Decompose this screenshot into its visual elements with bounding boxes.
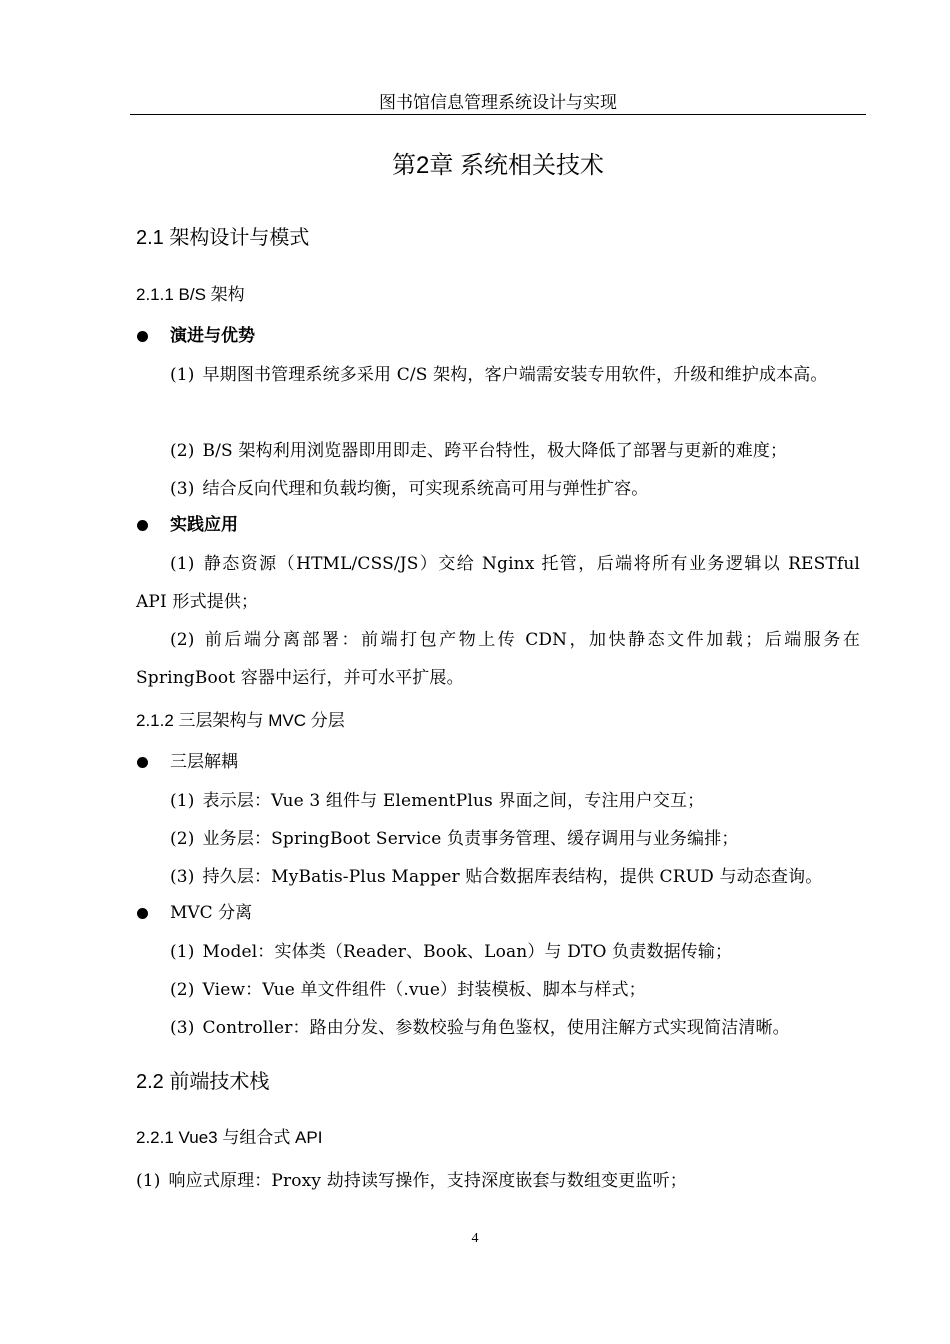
item-number: (1)	[170, 942, 195, 962]
subsection-heading-2-1-1: 2.1.1 B/S 架构	[136, 285, 245, 304]
item-number: (1)	[170, 791, 195, 811]
list-item	[136, 545, 860, 621]
item-number: (1)	[170, 365, 195, 385]
list-item	[136, 356, 860, 394]
list-item	[136, 1162, 860, 1200]
item-text: Controller：路由分发、参数校验与角色鉴权，使用注解方式实现简洁清晰。	[202, 1018, 790, 1038]
item-text: View：Vue 单文件组件（.vue）封装模板、脚本与样式；	[202, 980, 646, 1000]
list-item	[136, 1009, 860, 1047]
page-number: 4	[471, 1231, 479, 1246]
item-number: (1)	[136, 1171, 161, 1191]
list-item	[136, 933, 860, 971]
list-item	[136, 470, 860, 508]
item-text: B/S 架构利用浏览器即用即走、跨平台特性，极大降低了部署与更新的难度；	[202, 441, 788, 461]
item-text: 响应式原理：Proxy 劫持读写操作，支持深度嵌套与数组变更监听；	[168, 1171, 687, 1191]
bullet-label-mvc: MVC 分离	[170, 903, 253, 923]
bullet-label-three-tier: 三层解耦	[170, 752, 238, 772]
item-number: (2)	[170, 829, 195, 849]
bullet-label-practice: 实践应用	[170, 515, 238, 534]
list-item	[136, 621, 860, 697]
section-heading-2-1: 2.1 架构设计与模式	[136, 227, 310, 249]
item-text: 业务层：SpringBoot Service 负责事务管理、缓存调用与业务编排；	[202, 829, 739, 849]
list-item	[136, 820, 860, 858]
subsection-heading-2-1-2: 2.1.2 三层架构与 MVC 分层	[136, 711, 345, 730]
item-text: Model：实体类（Reader、Book、Loan）与 DTO 负责数据传输；	[202, 942, 733, 962]
item-text: 表示层：Vue 3 组件与 ElementPlus 界面之间，专注用户交互；	[202, 791, 705, 811]
subsection-heading-2-2-1: 2.2.1 Vue3 与组合式 API	[136, 1128, 323, 1147]
item-text: 静态资源（HTML/CSS/JS）交给 Nginx 托管，后端将所有业务逻辑以 RESTful API 形式提供；	[136, 554, 860, 612]
chapter-title: 第2章 系统相关技术	[391, 152, 604, 179]
item-number: (3)	[170, 867, 195, 887]
item-number: (3)	[170, 479, 195, 499]
list-item	[136, 858, 860, 896]
item-text: 早期图书管理系统多采用 C/S 架构，客户端需安装专用软件，升级和维护成本高。	[202, 365, 828, 385]
item-number: (2)	[170, 441, 195, 461]
item-text: 持久层：MyBatis-Plus Mapper 贴合数据库表结构，提供 CRUD 与动态查询。	[202, 867, 823, 887]
bullet-label-evolution: 演进与优势	[170, 326, 255, 345]
item-number: (2)	[170, 630, 195, 650]
item-text: 结合反向代理和负载均衡，可实现系统高可用与弹性扩容。	[202, 479, 649, 499]
bullet-icon	[137, 520, 148, 531]
section-heading-2-2: 2.2 前端技术栈	[136, 1071, 270, 1093]
list-item	[136, 971, 860, 1009]
item-number: (1)	[170, 554, 195, 574]
bullet-icon	[137, 908, 148, 919]
list-item	[136, 782, 860, 820]
item-number: (2)	[170, 980, 195, 1000]
header-rule	[130, 114, 866, 115]
bullet-icon	[137, 331, 148, 342]
item-number: (3)	[170, 1018, 195, 1038]
item-text: 前后端分离部署：前端打包产物上传 CDN，加快静态文件加载；后端服务在 SpringBoot 容器中运行，并可水平扩展。	[136, 630, 860, 688]
list-item	[136, 432, 860, 470]
bullet-icon	[137, 757, 148, 768]
running-header: 图书馆信息管理系统设计与实现	[379, 93, 617, 113]
